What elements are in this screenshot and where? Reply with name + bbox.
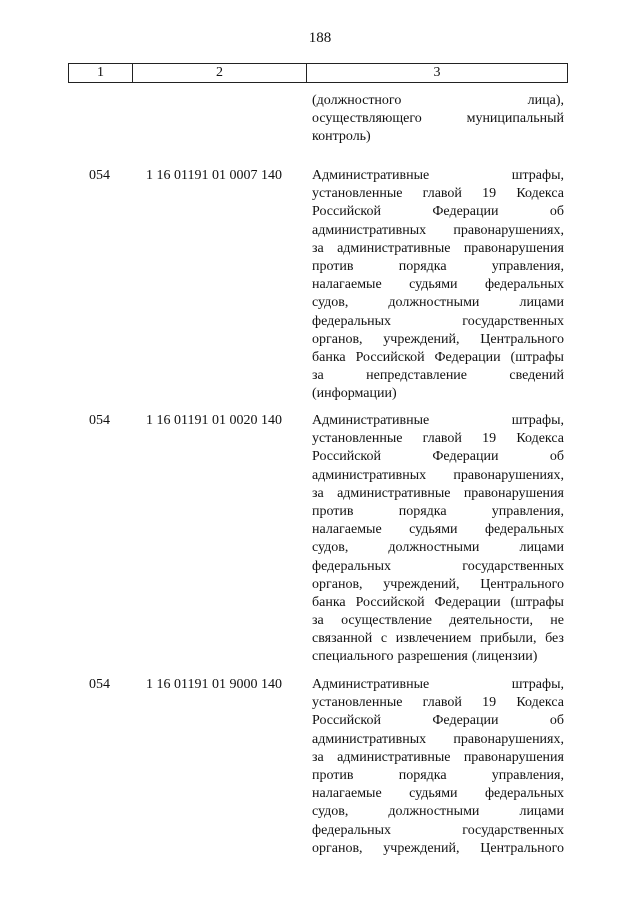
word: судьями bbox=[409, 786, 458, 802]
word: правонарушения bbox=[463, 749, 564, 765]
text-line bbox=[312, 840, 564, 858]
word: управления, bbox=[491, 258, 564, 274]
word: против bbox=[312, 258, 354, 274]
text-line bbox=[312, 448, 564, 466]
kbk-code: 1 16 01191 01 9000 140 bbox=[146, 677, 282, 692]
word: учреждений, bbox=[383, 840, 460, 856]
word: связанной bbox=[312, 631, 373, 647]
text-line bbox=[312, 385, 564, 403]
text-line bbox=[312, 294, 564, 312]
word: банка bbox=[312, 594, 346, 610]
row-description bbox=[312, 167, 564, 403]
word: муниципальный bbox=[466, 111, 564, 127]
text-line bbox=[312, 167, 564, 185]
word: об bbox=[549, 713, 564, 729]
word: правонарушениях, bbox=[453, 731, 564, 747]
word: налагаемые bbox=[312, 786, 382, 802]
word: Федерации bbox=[434, 349, 501, 365]
word: (информации) bbox=[312, 386, 397, 402]
word: Кодекса bbox=[516, 695, 564, 711]
text-line bbox=[312, 521, 564, 539]
word: порядка bbox=[398, 258, 447, 274]
word: федеральных bbox=[312, 822, 392, 838]
word: органов, bbox=[312, 331, 363, 347]
word: об bbox=[549, 449, 564, 465]
text-line bbox=[312, 240, 564, 258]
word: (лицензии) bbox=[471, 649, 538, 665]
word: Административные bbox=[312, 677, 430, 692]
text-line bbox=[312, 349, 564, 367]
word: федеральных bbox=[484, 786, 564, 802]
admin-code: 054 bbox=[89, 413, 110, 428]
text-line bbox=[312, 203, 564, 221]
word: штрафы, bbox=[511, 168, 564, 183]
word: государственных bbox=[462, 558, 564, 574]
word: установленные bbox=[312, 186, 403, 202]
admin-code: 054 bbox=[89, 168, 110, 183]
word: федеральных bbox=[312, 313, 392, 329]
word: административные bbox=[337, 485, 451, 501]
word: контроль) bbox=[312, 129, 371, 145]
word: за bbox=[312, 368, 324, 384]
word: Российской bbox=[312, 713, 381, 729]
header-col-1: 1 bbox=[69, 64, 133, 82]
word: Российской bbox=[312, 449, 381, 465]
word: осуществление bbox=[341, 613, 432, 629]
text-line bbox=[312, 767, 564, 785]
text-line bbox=[312, 785, 564, 803]
word: правонарушения bbox=[463, 485, 564, 501]
word: непредставление bbox=[366, 368, 468, 384]
word: лицами bbox=[519, 804, 564, 820]
word: правонарушениях, bbox=[453, 467, 564, 483]
row-description bbox=[312, 412, 564, 667]
header-col-2: 2 bbox=[133, 64, 307, 82]
word: лицами bbox=[519, 295, 564, 311]
text-line bbox=[312, 503, 564, 521]
text-line bbox=[312, 648, 564, 666]
word: должностными bbox=[388, 540, 480, 556]
text-line bbox=[312, 485, 564, 503]
word: административных bbox=[312, 222, 427, 238]
word: органов, bbox=[312, 576, 363, 592]
text-line bbox=[312, 430, 564, 448]
word: административные bbox=[337, 240, 451, 256]
word: главой bbox=[422, 431, 462, 447]
word: об bbox=[549, 204, 564, 220]
word: за bbox=[312, 240, 324, 256]
text-line bbox=[312, 258, 564, 276]
text-line bbox=[312, 712, 564, 730]
word: порядка bbox=[398, 503, 447, 519]
word: за bbox=[312, 749, 324, 765]
word: федеральных bbox=[312, 558, 392, 574]
word: Федерации bbox=[434, 594, 501, 610]
table-header bbox=[68, 63, 568, 83]
word: Российской bbox=[355, 594, 425, 610]
word: (штрафы bbox=[510, 594, 564, 610]
text-line bbox=[312, 92, 564, 110]
word: административных bbox=[312, 731, 427, 747]
text-line bbox=[312, 276, 564, 294]
word: (должностного bbox=[312, 93, 402, 108]
word: осуществляющего bbox=[312, 111, 422, 127]
kbk-code: 1 16 01191 01 0020 140 bbox=[146, 413, 282, 428]
word: Кодекса bbox=[516, 431, 564, 447]
word: (штрафы bbox=[510, 349, 564, 365]
word: 19 bbox=[482, 431, 497, 447]
word: судов, bbox=[312, 540, 349, 556]
word: за bbox=[312, 613, 324, 629]
text-line bbox=[312, 630, 564, 648]
word: разрешения bbox=[397, 649, 468, 665]
word: штрафы, bbox=[511, 413, 564, 428]
kbk-code: 1 16 01191 01 0007 140 bbox=[146, 168, 282, 183]
word: Российской bbox=[355, 349, 425, 365]
word: 19 bbox=[482, 695, 497, 711]
word: главой bbox=[422, 695, 462, 711]
word: управления, bbox=[491, 767, 564, 783]
text-line bbox=[312, 576, 564, 594]
word: правонарушения bbox=[463, 240, 564, 256]
word: налагаемые bbox=[312, 277, 382, 293]
row-description bbox=[312, 676, 564, 858]
word: управления, bbox=[491, 503, 564, 519]
continuation-description bbox=[312, 92, 564, 147]
word: Центрального bbox=[480, 840, 564, 856]
text-line bbox=[312, 222, 564, 240]
word: порядка bbox=[398, 767, 447, 783]
word: специального bbox=[312, 649, 394, 665]
word: против bbox=[312, 503, 354, 519]
word: Кодекса bbox=[516, 186, 564, 202]
word: установленные bbox=[312, 695, 403, 711]
page-number: 188 bbox=[308, 30, 332, 46]
word: государственных bbox=[462, 822, 564, 838]
word: штрафы, bbox=[511, 677, 564, 692]
text-line bbox=[312, 412, 564, 430]
word: административные bbox=[337, 749, 451, 765]
word: установленные bbox=[312, 431, 403, 447]
word: за bbox=[312, 485, 324, 501]
word: против bbox=[312, 767, 354, 783]
word: должностными bbox=[388, 804, 480, 820]
text-line bbox=[312, 331, 564, 349]
word: федеральных bbox=[484, 522, 564, 538]
header-col-3: 3 bbox=[433, 65, 441, 80]
text-line bbox=[312, 612, 564, 630]
word: Российской bbox=[312, 204, 381, 220]
word: Центрального bbox=[480, 576, 564, 592]
word: Федерации bbox=[432, 204, 499, 220]
word: с bbox=[380, 631, 388, 647]
word: должностными bbox=[388, 295, 480, 311]
word: банка bbox=[312, 349, 346, 365]
word: Федерации bbox=[432, 449, 499, 465]
text-line bbox=[312, 822, 564, 840]
text-line bbox=[312, 558, 564, 576]
word: учреждений, bbox=[383, 576, 460, 592]
word: учреждений, bbox=[383, 331, 460, 347]
word: административных bbox=[312, 467, 427, 483]
text-line bbox=[312, 694, 564, 712]
word: судьями bbox=[409, 277, 458, 293]
word: правонарушениях, bbox=[453, 222, 564, 238]
word: извлечением bbox=[395, 631, 472, 647]
word: Федерации bbox=[432, 713, 499, 729]
word: 19 bbox=[482, 186, 497, 202]
word: сведений bbox=[509, 368, 564, 384]
word: главой bbox=[422, 186, 462, 202]
word: государственных bbox=[462, 313, 564, 329]
word: судов, bbox=[312, 295, 349, 311]
word: лицами bbox=[519, 540, 564, 556]
text-line bbox=[312, 749, 564, 767]
text-line bbox=[312, 128, 564, 146]
word: не bbox=[550, 613, 564, 629]
text-line bbox=[312, 185, 564, 203]
text-line bbox=[312, 313, 564, 331]
word: Центрального bbox=[480, 331, 564, 347]
word: судов, bbox=[312, 804, 349, 820]
word: налагаемые bbox=[312, 522, 382, 538]
text-line bbox=[312, 594, 564, 612]
text-line bbox=[312, 110, 564, 128]
text-line bbox=[312, 731, 564, 749]
word: федеральных bbox=[484, 277, 564, 293]
word: лица), bbox=[527, 93, 564, 108]
word: органов, bbox=[312, 840, 363, 856]
word: судьями bbox=[409, 522, 458, 538]
word: без bbox=[545, 631, 564, 647]
word: прибыли, bbox=[479, 631, 537, 647]
text-line bbox=[312, 676, 564, 694]
text-line bbox=[312, 803, 564, 821]
admin-code: 054 bbox=[89, 677, 110, 692]
text-line bbox=[312, 539, 564, 557]
text-line bbox=[312, 467, 564, 485]
text-line bbox=[312, 367, 564, 385]
word: Административные bbox=[312, 413, 430, 428]
word: деятельности, bbox=[449, 613, 533, 629]
word: Административные bbox=[312, 168, 430, 183]
